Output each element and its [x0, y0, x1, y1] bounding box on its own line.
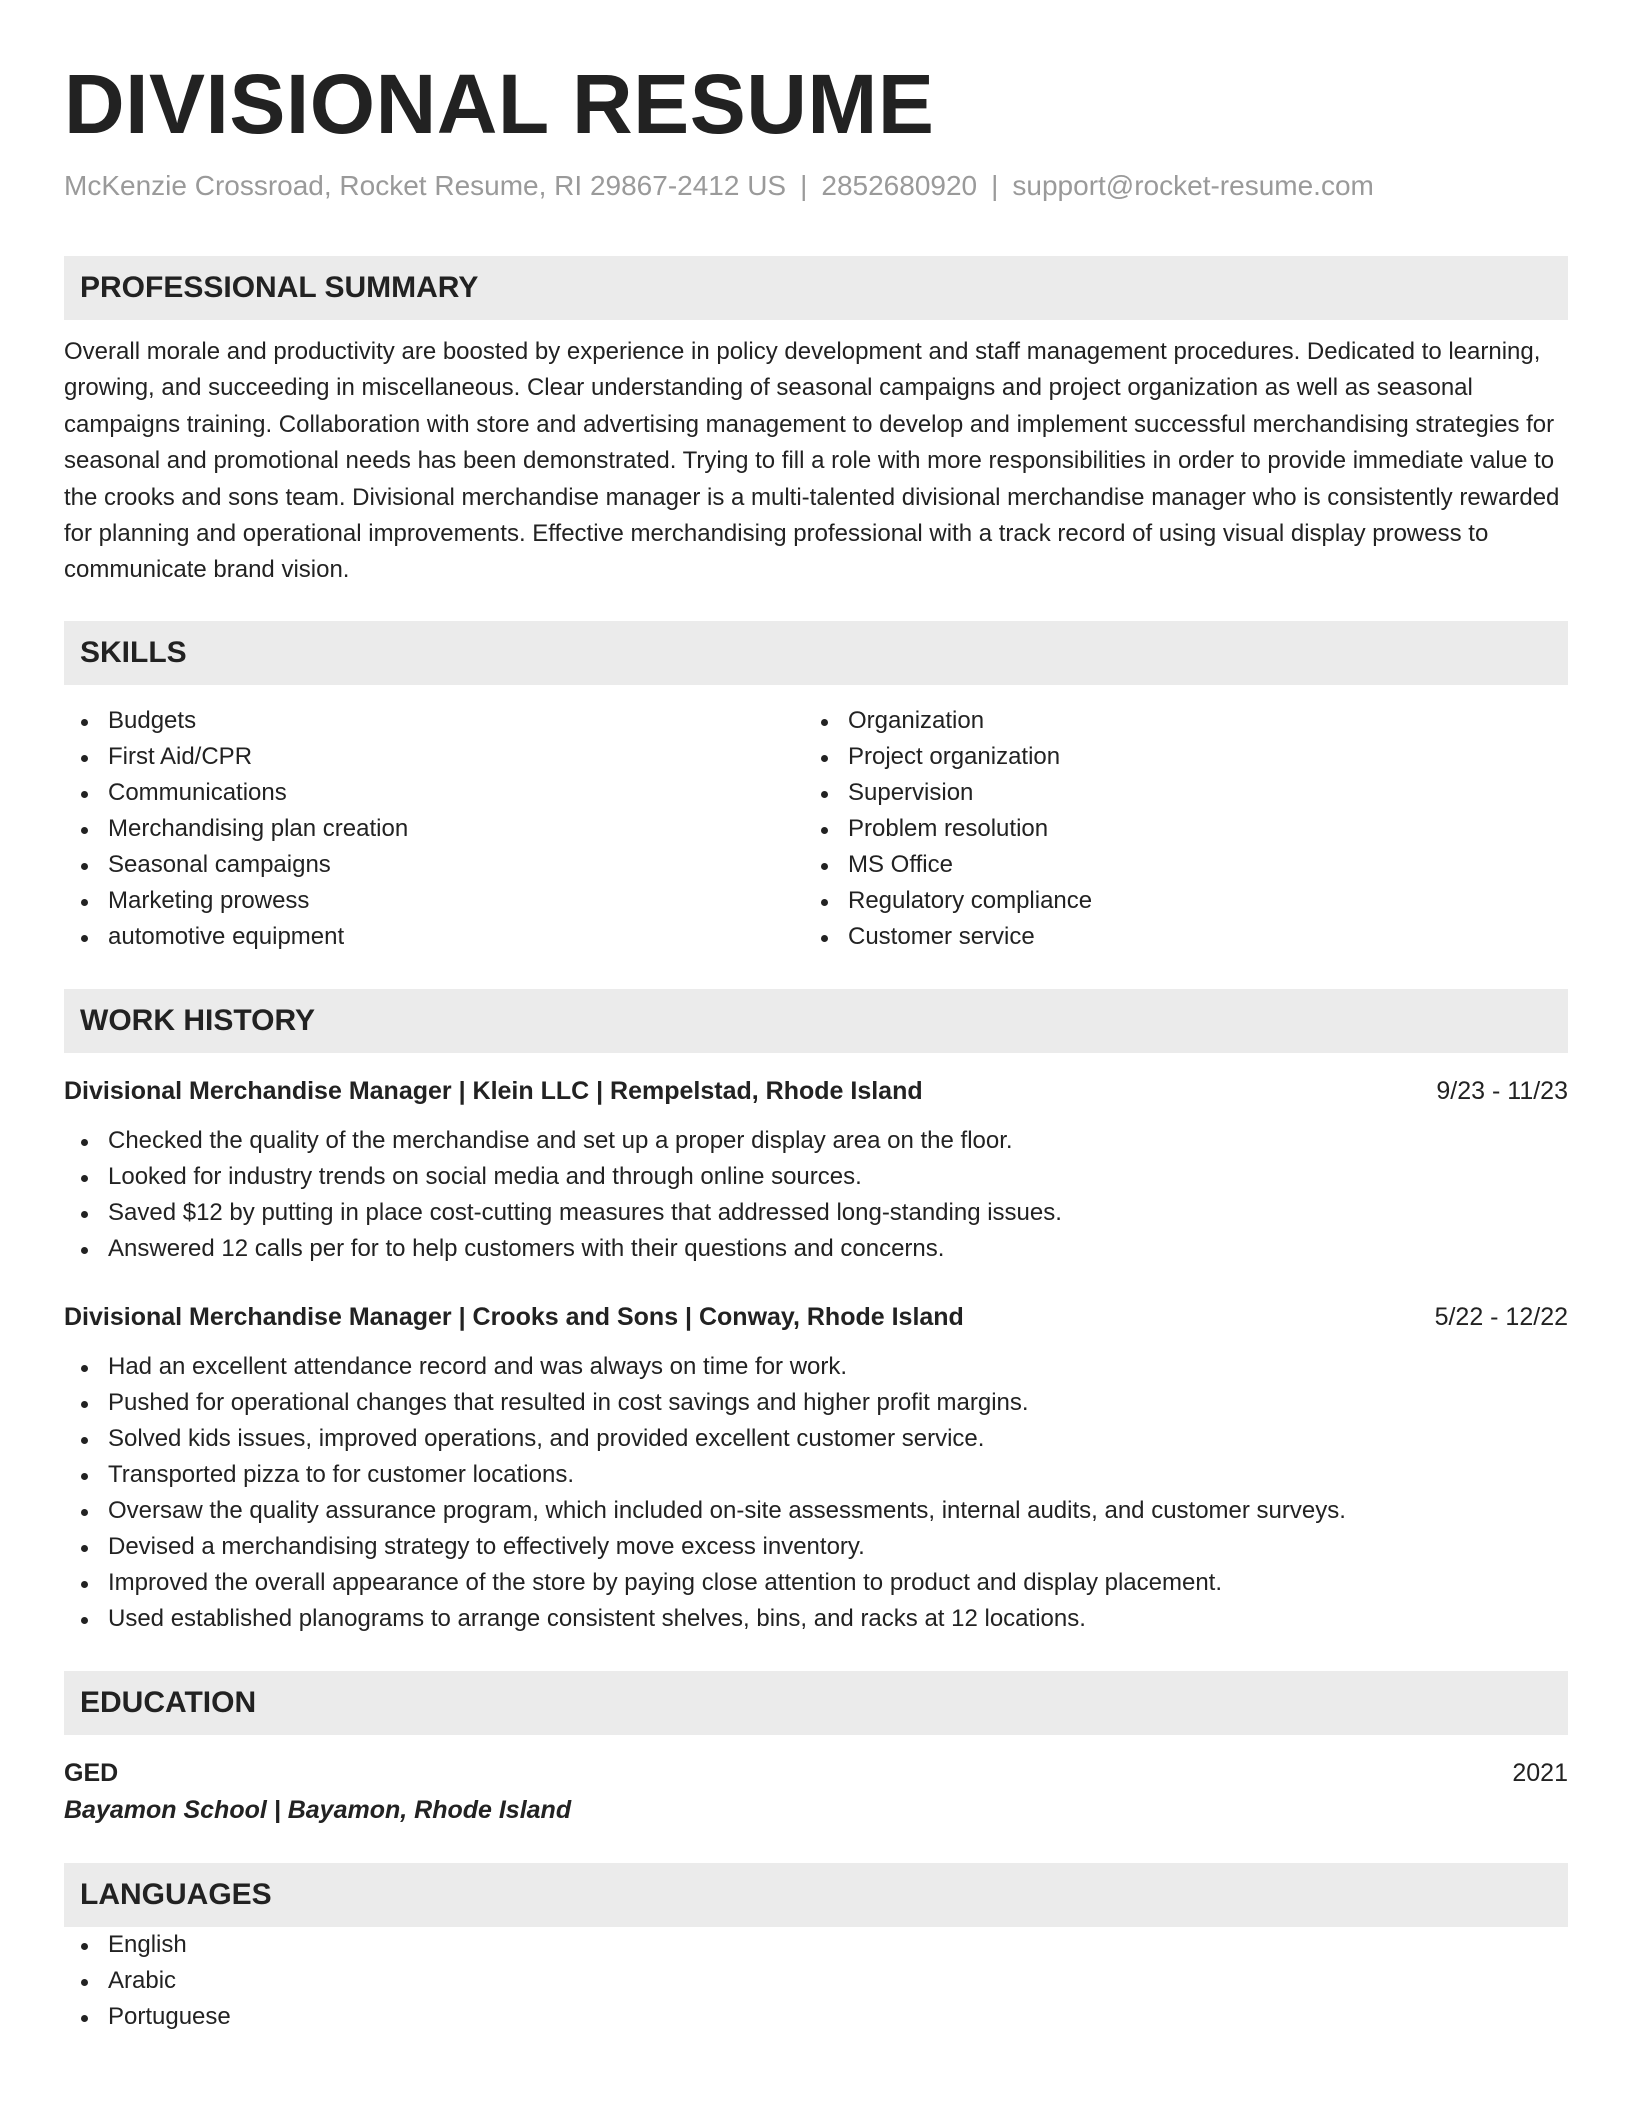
skills-column-right	[804, 703, 1544, 955]
skills-grid	[64, 703, 1568, 955]
job-entry	[64, 1299, 1568, 1637]
language-item: English	[64, 1927, 1568, 1963]
skill-item: Regulatory compliance	[804, 883, 1544, 919]
job-bullets	[64, 1349, 1568, 1637]
skills-column-left	[64, 703, 804, 955]
education-year: 2021	[1512, 1758, 1568, 1787]
skills-list-right	[804, 703, 1544, 955]
job-bullet: Used established planograms to arrange consistent shelves, bins, and racks at 12 locations.	[64, 1601, 1568, 1637]
skill-item: Problem resolution	[804, 811, 1544, 847]
skill-item: Supervision	[804, 775, 1544, 811]
job-bullet: Answered 12 calls per for to help customers with their questions and concerns.	[64, 1231, 1568, 1267]
job-header	[64, 1299, 1568, 1335]
job-title: Divisional Merchandise Manager | Crooks and Sons | Conway, Rhode Island	[64, 1302, 964, 1331]
job-title: Divisional Merchandise Manager | Klein LLC | Rempelstad, Rhode Island	[64, 1076, 923, 1105]
contact-email: support@rocket-resume.com	[1012, 170, 1374, 201]
job-bullet: Pushed for operational changes that resulted in cost savings and higher profit margins.	[64, 1385, 1568, 1421]
job-bullet: Checked the quality of the merchandise and set up a proper display area on the floor.	[64, 1123, 1568, 1159]
education-degree: GED	[64, 1758, 119, 1787]
skill-item: Organization	[804, 703, 1544, 739]
summary-heading: PROFESSIONAL SUMMARY	[64, 256, 1568, 320]
resume-title: DIVISIONAL RESUME	[64, 57, 935, 151]
skill-item: Budgets	[64, 703, 804, 739]
contact-separator: |	[991, 170, 999, 201]
skill-item: Merchandising plan creation	[64, 811, 804, 847]
job-header	[64, 1073, 1568, 1109]
skills-list-left	[64, 703, 804, 955]
job-bullet: Had an excellent attendance record and was always on time for work.	[64, 1349, 1568, 1385]
skill-item: Customer service	[804, 919, 1544, 955]
job-bullet: Solved kids issues, improved operations, and provided excellent customer service.	[64, 1421, 1568, 1457]
job-bullet: Transported pizza to for customer locations.	[64, 1457, 1568, 1493]
summary-text: Overall morale and productivity are boosted by experience in policy development and staff management procedures. Dedicated to learning, growing, and succeeding in miscellaneous. Clear understanding of seasonal campaigns and project organization as well as seasonal campaigns training. Collaboration with store and advertising management to develop and implement successful merchandising strategies for seasonal and promotional needs has been demonstrated. Trying to fill a role with more responsibilities in order to provide immediate value to the crooks and sons team. Divisional merchandise manager is a multi-talented divisional merchandise manager who is consistently rewarded for planning and operational improvements. Effective merchandising professional with a track record of using visual display prowess to communicate brand vision.	[64, 338, 1560, 584]
skill-item: First Aid/CPR	[64, 739, 804, 775]
job-bullet: Saved $12 by putting in place cost-cutting measures that addressed long-standing issues.	[64, 1195, 1568, 1231]
education-heading: EDUCATION	[64, 1671, 1568, 1735]
education-header	[64, 1755, 1568, 1791]
skills-heading: SKILLS	[64, 621, 1568, 685]
job-bullet: Looked for industry trends on social media and through online sources.	[64, 1159, 1568, 1195]
contact-line	[64, 168, 1568, 204]
language-item: Portuguese	[64, 1999, 1568, 2035]
skill-item: Project organization	[804, 739, 1544, 775]
skill-item: MS Office	[804, 847, 1544, 883]
job-dates: 9/23 - 11/23	[1436, 1076, 1568, 1105]
skill-item: automotive equipment	[64, 919, 804, 955]
skill-item: Communications	[64, 775, 804, 811]
languages-list	[64, 1927, 1568, 2035]
job-bullet: Improved the overall appearance of the store by paying close attention to product and display placement.	[64, 1565, 1568, 1601]
contact-phone: 2852680920	[821, 170, 978, 201]
language-item: Arabic	[64, 1963, 1568, 1999]
education-entry	[64, 1755, 1568, 1829]
job-entry	[64, 1073, 1568, 1267]
work-history-heading: WORK HISTORY	[64, 989, 1568, 1053]
job-bullets	[64, 1123, 1568, 1267]
contact-separator: |	[800, 170, 808, 201]
job-dates: 5/22 - 12/22	[1434, 1302, 1568, 1331]
skill-item: Seasonal campaigns	[64, 847, 804, 883]
contact-address: McKenzie Crossroad, Rocket Resume, RI 29867-2412 US	[64, 170, 787, 201]
languages-heading: LANGUAGES	[64, 1863, 1568, 1927]
education-school: Bayamon School | Bayamon, Rhode Island	[64, 1795, 572, 1824]
job-bullet: Devised a merchandising strategy to effectively move excess inventory.	[64, 1529, 1568, 1565]
job-bullet: Oversaw the quality assurance program, which included on-site assessments, internal audits, and customer surveys.	[64, 1493, 1568, 1529]
skill-item: Marketing prowess	[64, 883, 804, 919]
